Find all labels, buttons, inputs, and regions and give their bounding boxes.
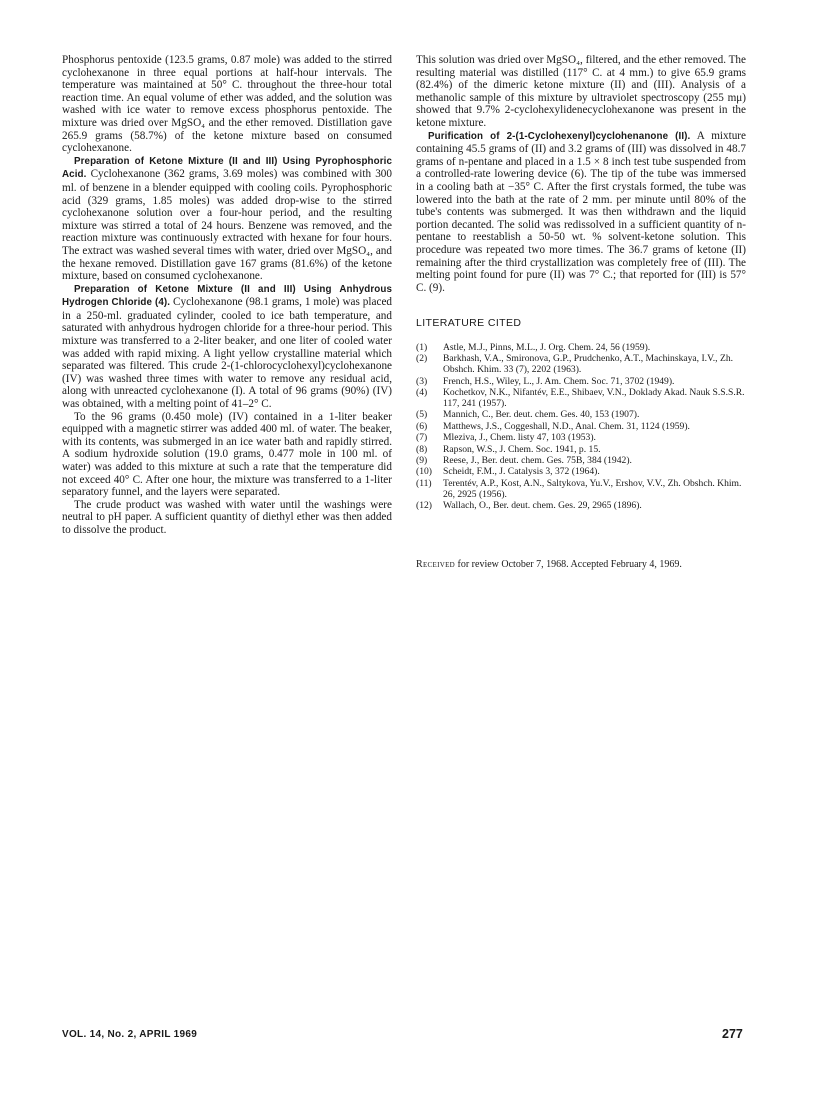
reference-item [416, 432, 746, 443]
reference-item [416, 387, 746, 409]
reference-text: Terentév, A.P., Kost, A.N., Saltykova, Yu.V., Ershov, V.V., Zh. Obshch. Khim. 26, 2925 (1956). [443, 477, 742, 500]
paragraph-sodium-hydroxide: To the 96 grams (0.450 mole) (IV) contained in a 1-liter beaker equipped with a magnetic stirrer was added 400 ml. of water. The beaker, with its contents, was submerged in an ice water bath and rapidly stirred. A sodium hydroxide solution (19.0 grams, 0.477 mole in 100 ml. of water) was added to this mixture at such a rate that the temperature did not exceed 40° C. After one hour, the mixture was transferred to a 1-liter separatory funnel, and the layers were separated. [62, 410, 392, 499]
reference-text: Rapson, W.S., J. Chem. Soc. 1941, p. 15. [443, 443, 601, 455]
reference-number: (7) [416, 432, 428, 444]
paragraph-pyrophosphoric-acid [62, 155, 392, 283]
section-heading-pyrophosphoric: Preparation of Ketone Mixture (II and III) Using Pyrophosphoric Acid. [62, 155, 392, 181]
reference-number: (2) [416, 353, 428, 365]
literature-cited-heading: LITERATURE CITED [416, 317, 522, 330]
reference-item [416, 353, 746, 375]
paragraph-body: Cyclohexanone (362 grams, 3.69 moles) was combined with 300 ml. of benzene in a blender equipped with cooling coils. Pyrophosphoric acid (329 grams, 1.85 moles) was added drop-wise to the stirred cyclohexanone solution over a four-hour period, and the resulting mixture was stirred a total of 24 hours. Benzene was removed, and the reaction mixture was continuously extracted with hexane for four hours. The extract was washed several times with water, dried over MgSO₄, and the hexane removed. Distillation gave 167 grams (81.6%) of the ketone mixture, based on consumed cyclohexanone. [62, 168, 392, 283]
reference-item [416, 444, 746, 455]
received-dates: for review October 7, 1968. Accepted February 4, 1969. [455, 559, 682, 571]
reference-number: (4) [416, 387, 428, 399]
reference-text: Barkhash, V.A., Smironova, G.P., Prudchenko, A.T., Machinskaya, I.V., Zh. Obshch. Khim. 33 (7), 2202 (1963). [443, 353, 734, 376]
reference-item [416, 500, 746, 511]
journal-issue-footer: VOL. 14, No. 2, APRIL 1969 [62, 1029, 198, 1040]
reference-item [416, 342, 746, 353]
reference-number: (12) [416, 500, 432, 512]
reference-number: (5) [416, 409, 428, 421]
reference-text: Reese, J., Ber. deut. chem. Ges. 75B, 384 (1942). [443, 455, 632, 466]
section-heading-hydrogen-chloride: Preparation of Ketone Mixture (II and III) Using Anhydrous Hydrogen Chloride (4). [62, 283, 392, 309]
page-number: 277 [722, 1027, 743, 1041]
left-column [62, 54, 392, 537]
reference-item [416, 409, 746, 420]
paragraph-body: Cyclohexanone (98.1 grams, 1 mole) was placed in a 250-ml. graduated cylinder, cooled to ice bath temperature, and saturated with anhydrous hydrogen chloride for a three-hour period. This mixture was transferred to a 2-liter beaker, and one liter of cooled water was added with rapid mixing. A light yellow crystalline material which separated was filtered. This crude 2-(1-chlorocyclohexyl)cyclohexanone (IV) was washed three times with water to remove any residual acid, along with unreacted cyclohexanone (I). A total of 96 grams (90%) (IV) was obtained, with a melting point of 41–2° C. [62, 296, 393, 411]
paragraph-hydrogen-chloride [62, 283, 392, 411]
reference-list [416, 342, 746, 511]
reference-number: (10) [416, 466, 432, 478]
reference-text: Matthews, J.S., Coggeshall, N.D., Anal. Chem. 31, 1124 (1959). [443, 420, 690, 432]
paragraph-distillation: This solution was dried over MgSO₄, filtered, and the ether removed. The resulting material was distilled (117° C. at 4 mm.) to give 65.9 grams (82.4%) of the dimeric ketone mixture (II) and (III). Analysis of a methanolic sample of this mixture by ultraviolet spectroscopy (255 mμ) showed that 9.7% 2-cyclohexylidenecyclohexanone was present in the ketone mixture. [416, 54, 746, 129]
reference-item [416, 466, 746, 477]
reference-number: (9) [416, 455, 428, 466]
reference-number: (11) [416, 477, 432, 489]
received-note [416, 559, 746, 572]
reference-text: Kochetkov, N.K., Nifantév, E.E., Shibaev, V.N., Doklady Akad. Nauk S.S.S.R. 117, 241 (1957). [443, 387, 745, 410]
reference-item [416, 376, 746, 387]
reference-item [416, 478, 746, 500]
paragraph-body: A mixture containing 45.5 grams of (II) and 3.2 grams of (III) was dissolved in 48.7 grams of n-pentane and placed in a 1.5 × 8 inch test tube suspended from a controlled-rate lowering device (6). The tip of the tube was immersed in a cooling bath at −35° C. After the first crystals formed, the tube was lowered into the bath at the rate of 2 mm. per minute until 80% of the tube's contents was submerged. It was then withdrawn and the liquid portion decanted. The solid was redissolved in a sufficient quantity of n-pentane to reestablish a 50-50 wt. % solvent-ketone solution. This procedure was repeated two more times. The 36.7 grams of ketone (II) remaining after the third crystallization was completely free of (III). The melting point found for pure (II) was 7° C.; that reported for (III) is 57° C. (9). [416, 129, 746, 294]
reference-item [416, 455, 746, 466]
reference-number: (6) [416, 420, 428, 432]
reference-text: Mleziva, J., Chem. listy 47, 103 (1953). [443, 432, 596, 444]
reference-text: Mannich, C., Ber. deut. chem. Ges. 40, 153 (1907). [443, 409, 640, 421]
paragraph-crude-product: The crude product was washed with water until the washings were neutral to pH paper. A sufficient quantity of diethyl ether was then added to dissolve the product. [62, 498, 392, 536]
reference-text: Astle, M.J., Pinns, M.L., J. Org. Chem. 24, 56 (1959). [443, 341, 651, 353]
reference-text: Wallach, O., Ber. deut. chem. Ges. 29, 2965 (1896). [443, 500, 642, 512]
received-label: Received [416, 559, 456, 571]
reference-text: Scheidt, F.M., J. Catalysis 3, 372 (1964). [443, 466, 600, 478]
reference-text: French, H.S., Wiley, L., J. Am. Chem. Soc. 71, 3702 (1949). [443, 375, 675, 387]
reference-number: (3) [416, 375, 428, 387]
reference-number: (1) [416, 341, 428, 353]
paragraph-purification [416, 130, 746, 295]
paragraph-phosphorus-pentoxide: Phosphorus pentoxide (123.5 grams, 0.87 mole) was added to the stirred cyclohexanone in three equal portions at half-hour intervals. The temperature was maintained at 50° C. throughout the three-hour total reaction time. An equal volume of ether was added, and the solution was washed with ice water to remove excess phosphorus pentoxide. The mixture was dried over MgSO₄ and the ether removed. Distillation gave 265.9 grams (58.7%) of the ketone mixture based on consumed cyclohexanone. [62, 54, 392, 155]
section-heading-purification: Purification of 2-(1-Cyclohexenyl)cyclohenanone (II). [428, 130, 691, 142]
right-column [416, 54, 746, 572]
reference-item [416, 421, 746, 432]
reference-number: (8) [416, 443, 428, 455]
